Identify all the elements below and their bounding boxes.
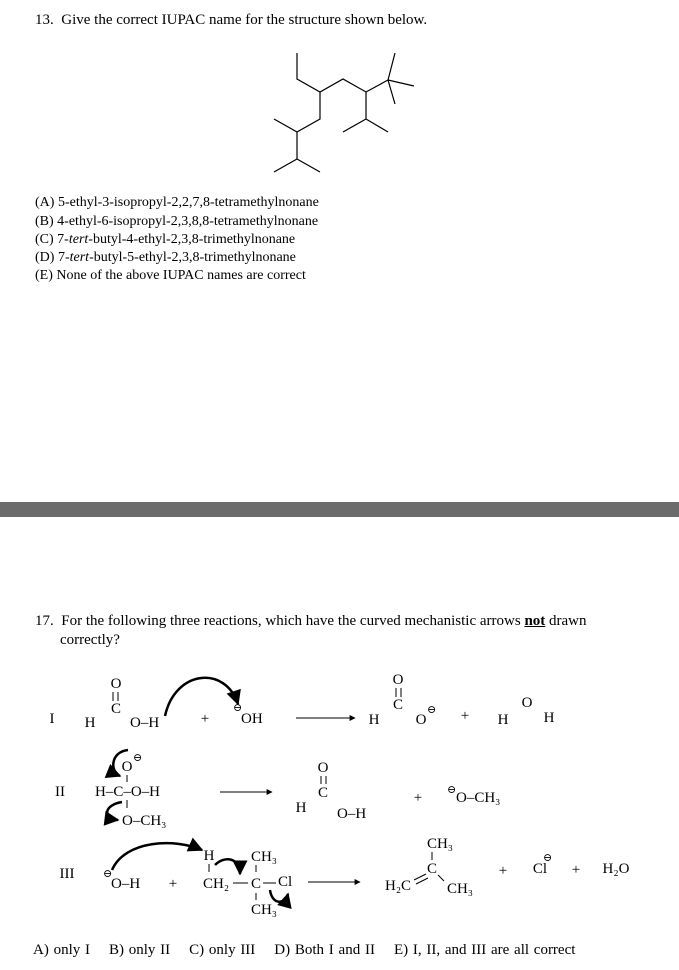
negative-charge: ⊖ [543,852,553,864]
plus-sign: + [498,863,508,879]
atom-c: C [392,697,404,713]
option-text: -butyl-5-ethyl-2,3,8-trimethylnonane [89,250,296,265]
atom-c: C [426,861,438,877]
atom-c: C [110,701,122,717]
atom-o: O [392,672,404,688]
negative-charge: ⊖ [447,784,457,796]
h2c-group: H₂C [385,878,412,894]
plus-sign: + [200,711,210,727]
option-letter: (D) [35,250,55,265]
emphasis-not: not [524,613,546,629]
plus-sign: + [168,876,178,892]
atom-o: O [121,759,133,775]
atom-o: O [521,695,533,711]
atom-oh: O–H [130,715,160,731]
curved-arrow [107,802,122,820]
h-c-o-h-chain: H–C–O–H [95,784,161,800]
negative-charge: ⊖ [427,704,437,716]
atom-o-minus: O [415,712,427,728]
atom-oh: O–H [337,806,367,822]
atom-h: H [84,715,96,731]
negative-charge: ⊖ [133,752,143,764]
methoxide: O–CH₃ [456,790,501,806]
question-number: 17. [35,613,54,629]
negative-charge: ⊖ [103,868,113,880]
option-text: 4-ethyl-6-isopropyl-2,3,8,8-tetramethylnonane [57,214,319,229]
methyl-right: CH₃ [446,881,474,897]
question-prompt-end: drawn [545,613,587,629]
option-letter: (B) [35,214,54,229]
skeletal-structure [274,53,414,172]
water: H₂O [602,861,630,877]
plus-sign: + [460,708,470,724]
option-italic: tert [69,250,90,265]
methyl-top: CH₃ [426,836,454,852]
curved-arrow [215,859,240,874]
option-text: 5-ethyl-3-isopropyl-2,2,7,8-tetramethylnonane [57,195,319,210]
methyl-top: CH₃ [250,849,278,865]
option-letter: (C) [35,232,54,247]
reaction-label: III [59,866,75,882]
atom-c: C [317,785,329,801]
curved-arrow [270,890,288,902]
reaction-1 [50,672,555,731]
negative-charge: ⊖ [233,702,243,714]
atom-h: H [497,712,509,728]
question-prompt: Give the correct IUPAC name for the structure shown below. [61,12,428,28]
option-text: None of the above IUPAC names are correct [56,268,306,283]
curved-arrow [112,843,202,870]
atom-c: C [250,876,262,892]
methoxy-group: O–CH₃ [122,813,167,829]
option-letter: (A) [35,195,55,210]
atom-h: H [368,712,380,728]
ch2-group: CH₂ [203,876,230,892]
hydroxide: O–H [111,876,141,892]
chloride: Cl [532,861,548,877]
question-prompt-line2: correctly? [60,632,120,648]
option-letter: (E) [35,268,53,283]
question-prompt: For the following three reactions, which have the curved mechanistic arrows [61,613,525,629]
atom-h: H [295,800,307,816]
answer-choices: A) only I B) only II C) only III D) Both I and II E) I, II, and III are all correct [33,942,576,958]
reaction-label: I [49,711,55,727]
methyl-bottom: CH₃ [250,902,278,918]
atom-cl: Cl [278,874,293,890]
question-number: 13. [35,12,54,28]
reaction-label: II [55,784,65,800]
option-prefix: 7- [57,250,70,265]
reaction-3 [60,836,630,918]
plus-sign: + [571,862,581,878]
atom-o: O [317,760,329,776]
option-prefix: 7- [57,232,69,247]
reaction-2 [55,750,500,829]
option-text: -butyl-4-ethyl-2,3,8-trimethylnonane [88,232,296,247]
atom-o: O [110,676,122,692]
option-italic: tert [68,232,89,247]
hydroxide: OH [241,711,263,727]
plus-sign: + [413,790,423,806]
atom-h: H [203,848,215,864]
atom-h: H [543,710,555,726]
